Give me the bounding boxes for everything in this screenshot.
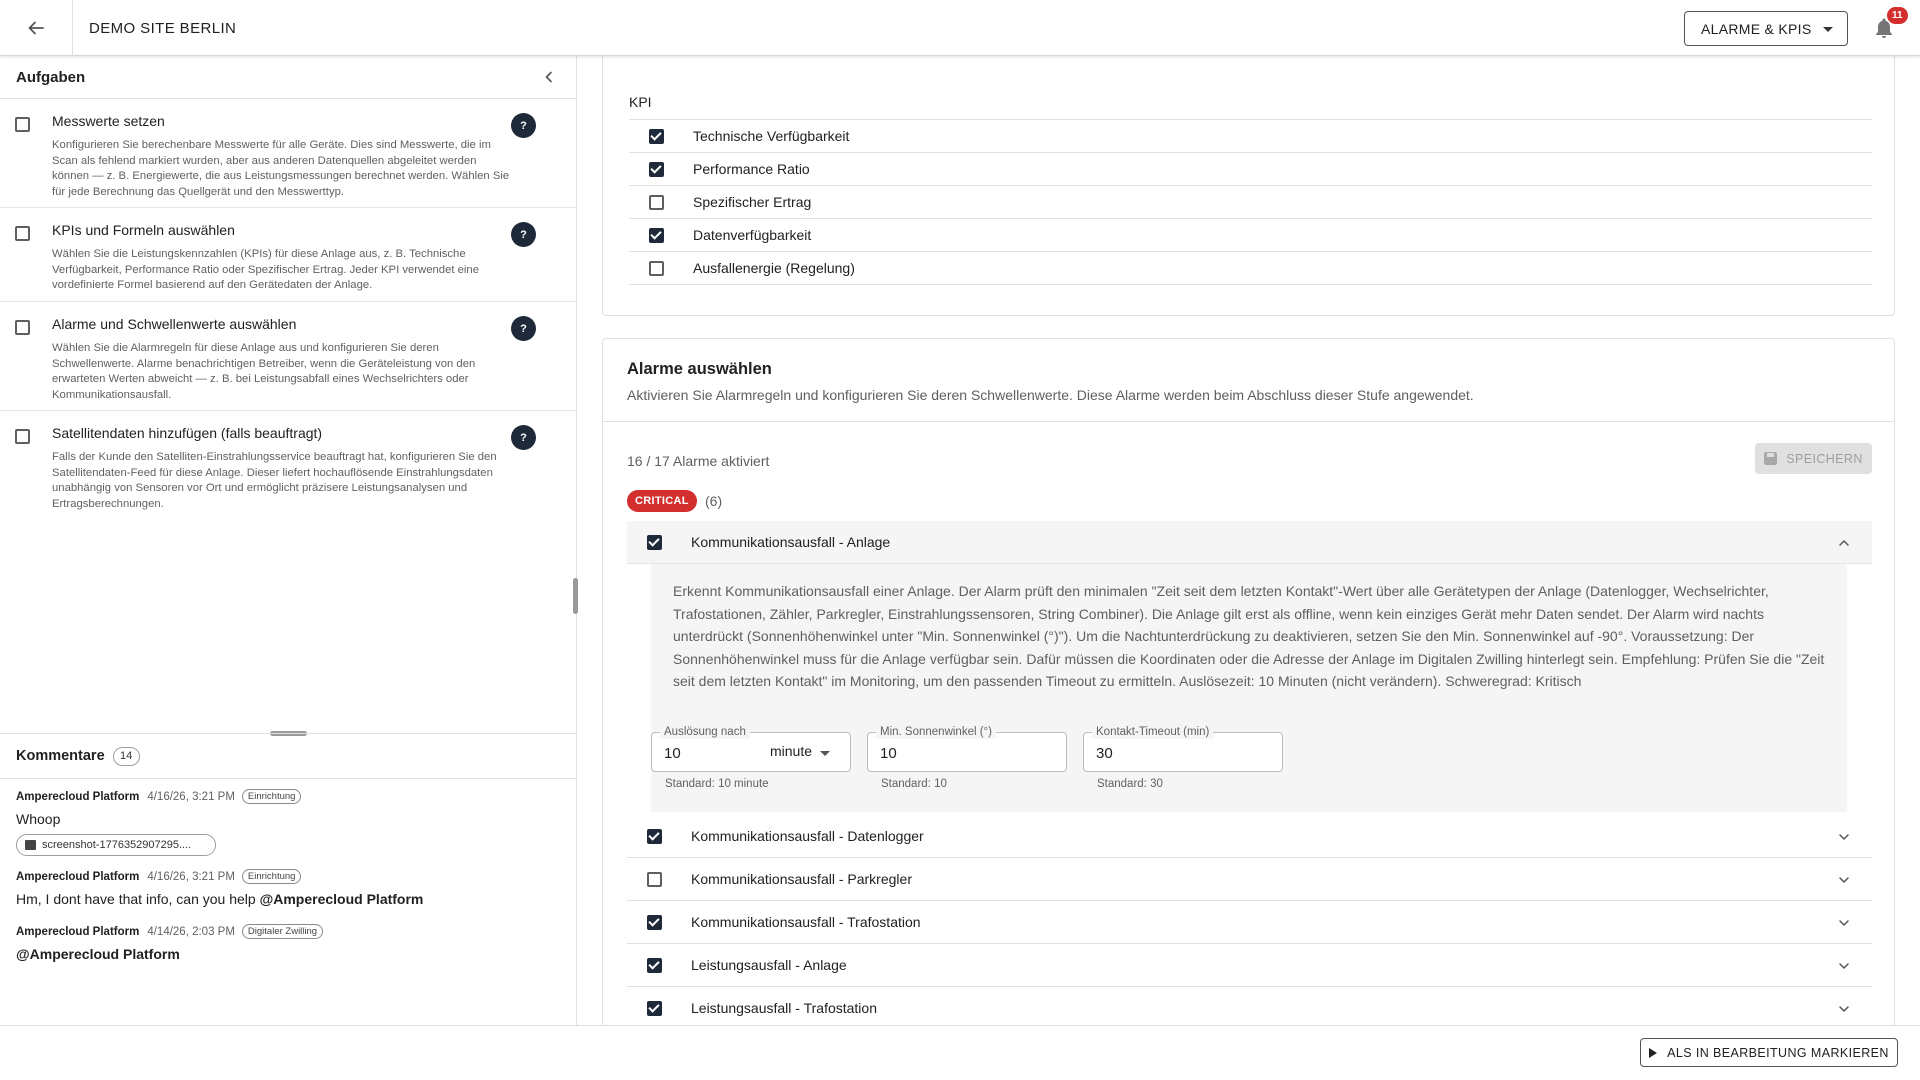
comments-count-badge: 14: [113, 747, 140, 766]
alarm-checkbox[interactable]: [647, 915, 662, 930]
caret-down-icon[interactable]: [820, 751, 830, 756]
kpi-row[interactable]: [629, 219, 1872, 252]
help-icon[interactable]: ?: [511, 222, 536, 247]
comment-tag: Einrichtung: [242, 869, 302, 884]
divider: [603, 421, 1894, 422]
kpi-card: [602, 56, 1895, 316]
alarm-checkbox[interactable]: [647, 535, 662, 550]
comment-tag: Digitaler Zwilling: [242, 924, 323, 939]
kpi-row[interactable]: [629, 252, 1872, 285]
comment-text: [16, 891, 423, 907]
alarm-name: Kommunikationsausfall - Parkregler: [691, 871, 912, 887]
site-title: DEMO SITE BERLIN: [89, 20, 237, 37]
severity-count: (6): [705, 493, 723, 509]
kpi-name: Performance Ratio: [693, 161, 810, 177]
field-label: Min. Sonnenwinkel (°): [876, 725, 996, 739]
alarms-activated-count: 16 / 17 Alarme aktiviert: [627, 453, 770, 469]
kpi-checkbox[interactable]: [649, 129, 664, 144]
task-item: [0, 411, 576, 516]
comment-time: 4/16/26, 3:21 PM: [147, 790, 235, 803]
alarm-row[interactable]: [627, 858, 1872, 901]
alarm-name: Kommunikationsausfall - Datenlogger: [691, 828, 924, 844]
field-label: Auslösung nach: [660, 725, 750, 739]
severity-badge: CRITICAL: [627, 490, 697, 512]
help-icon[interactable]: ?: [511, 113, 536, 138]
save-button[interactable]: [1755, 443, 1872, 474]
notification-badge: 11: [1887, 7, 1908, 24]
back-button[interactable]: [0, 0, 73, 56]
alarm-row[interactable]: [627, 944, 1872, 987]
alarm-checkbox[interactable]: [647, 958, 662, 973]
comments-header: [0, 733, 576, 779]
comment-text: Whoop: [16, 811, 61, 827]
alarm-row[interactable]: [627, 901, 1872, 944]
kpi-name: Ausfallenergie (Regelung): [693, 260, 855, 276]
attachment-chip[interactable]: [16, 834, 216, 856]
field-label: Kontakt-Timeout (min): [1092, 725, 1213, 739]
task-item: [0, 302, 576, 411]
kpi-row[interactable]: [629, 120, 1872, 153]
alarm-row[interactable]: [627, 987, 1872, 1025]
alarm-checkbox[interactable]: [647, 872, 662, 887]
alarm-checkbox[interactable]: [647, 1001, 662, 1016]
task-title: Satellitendaten hinzufügen (falls beauftragt): [52, 425, 323, 441]
save-button-label: SPEICHERN: [1786, 451, 1863, 466]
mark-in-progress-button[interactable]: [1640, 1038, 1898, 1067]
attachment-name: screenshot-1776352907295....: [42, 839, 192, 851]
alarm-section-subtitle: Aktivieren Sie Alarmregeln und konfigurieren Sie deren Schwellenwerte. Diese Alarme werden beim Abschluss dieser Stufe angewendet.: [627, 387, 1474, 403]
kpi-checkbox[interactable]: [649, 261, 664, 276]
alarm-name: Leistungsausfall - Trafostation: [691, 1000, 877, 1016]
comment-mention[interactable]: @Amperecloud Platform: [259, 891, 424, 907]
field-value: 30: [1096, 745, 1113, 762]
task-title: KPIs und Formeln auswählen: [52, 222, 235, 238]
image-icon: [25, 840, 36, 850]
field-value: 10: [664, 745, 681, 762]
alarm-section-title: Alarme auswählen: [627, 360, 772, 378]
min-sun-angle-field[interactable]: [867, 726, 1067, 772]
task-title: Alarme und Schwellenwerte auswählen: [52, 316, 297, 332]
kpi-name: Spezifischer Ertrag: [693, 194, 812, 210]
comment-body: Hm, I dont have that info, can you help: [16, 891, 260, 907]
comment-author: Amperecloud Platform: [16, 790, 140, 803]
chevron-left-icon[interactable]: [541, 69, 557, 85]
kpi-column-header: KPI: [629, 94, 652, 110]
tasks-header: [0, 56, 576, 99]
kpi-row[interactable]: [629, 153, 1872, 186]
task-checkbox[interactable]: [15, 429, 30, 444]
play-icon: [1649, 1048, 1657, 1058]
unit-select[interactable]: minute: [770, 743, 813, 759]
task-item: [0, 208, 576, 302]
alarm-card: [602, 338, 1895, 1025]
task-item: [0, 99, 576, 208]
alarm-row-expanded[interactable]: [627, 521, 1872, 564]
kpi-name: Datenverfügbarkeit: [693, 227, 812, 243]
comment-item: [16, 924, 323, 962]
field-helper-text: Standard: 10 minute: [665, 778, 769, 790]
kpi-row[interactable]: [629, 186, 1872, 219]
kpi-checkbox[interactable]: [649, 162, 664, 177]
kpi-name: Technische Verfügbarkeit: [693, 128, 850, 144]
comment-time: 4/14/26, 2:03 PM: [147, 925, 235, 938]
field-helper-text: Standard: 30: [1097, 778, 1163, 790]
chevron-down-icon[interactable]: [1838, 874, 1850, 886]
chevron-down-icon[interactable]: [1838, 831, 1850, 843]
comment-mention[interactable]: @Amperecloud Platform: [16, 946, 180, 962]
main-content: [578, 56, 1920, 1025]
footer-bar: [0, 1025, 1920, 1080]
alarm-name: Kommunikationsausfall - Trafostation: [691, 914, 921, 930]
task-checkbox[interactable]: [15, 117, 30, 132]
chevron-down-icon[interactable]: [1838, 917, 1850, 929]
tasks-panel: [0, 56, 577, 1025]
task-checkbox[interactable]: [15, 226, 30, 241]
caret-down-icon: [1823, 27, 1833, 32]
chevron-down-icon[interactable]: [1838, 1003, 1850, 1015]
comment-item: [16, 789, 301, 856]
comment-author: Amperecloud Platform: [16, 870, 140, 883]
save-icon: [1764, 452, 1777, 465]
app-header: [0, 0, 1920, 56]
alarm-detail-panel: [651, 564, 1847, 812]
comments-title: Kommentare: [16, 748, 105, 764]
chevron-down-icon[interactable]: [1838, 960, 1850, 972]
chevron-up-icon[interactable]: [1838, 537, 1850, 549]
alarm-checkbox[interactable]: [647, 829, 662, 844]
task-description: Falls der Kunde den Satelliten-Einstrahlungsservice beauftragt hat, konfigurieren Sie den Satellitendaten-Feed für diese Anlage. Dieser liefert hochauflösende Einstrahlungsdaten unabhängig von Sensoren vor Ort und ermöglicht präzisere Leistungsanalysen und Ertragsberechnungen.: [52, 451, 497, 510]
task-description: Wählen Sie die Leistungskennzahlen (KPIs) für diese Anlage aus, z. B. Technische Verfügbarkeit, Performance Ratio oder Spezifischer Ertrag. Jeder KPI verwendet eine vordefinierte Formel basierend auf den Gerätedaten der Anlage.: [52, 248, 479, 291]
alarm-description: Erkennt Kommunikationsausfall einer Anlage. Der Alarm prüft den minimalen "Zeit seit dem letzten Kontakt"-Wert über alle Gerätetypen der Anlage (Datenlogger, Wechselrichter, Trafostationen, Zähler, Parkregler, Einstrahlungssensoren, String Combiner). Die Anlage gilt erst als offline, wenn kein einziges Gerät mehr Daten sendet. Der Alarm wird nachts unterdrückt (Sonnenhöhenwinkel unter "Min. Sonnenwinkel (°)"). Um die Nachtunterdrückung zu deaktivieren, setzen Sie den Min. Sonnenwinkel auf -90°. Voraussetzung: Der Sonnenhöhenwinkel muss für die Anlage verfügbar sein. Dafür müssen die Koordinaten oder die Adresse der Anlage im Digitalen Zwilling hinterlegt sein. Empfehlung: Prüfen Sie die "Zeit seit dem letzten Kontakt" im Monitoring, um den passenden Timeout zu ermitteln. Auslösezeit: 10 Minuten (nicht verändern). Schweregrad: Kritisch: [673, 583, 1825, 689]
trigger-after-field[interactable]: [651, 726, 851, 772]
alarm-row[interactable]: [627, 815, 1872, 858]
field-helper-text: Standard: 10: [881, 778, 947, 790]
comment-time: 4/16/26, 3:21 PM: [147, 870, 235, 883]
comment-tag: Einrichtung: [242, 789, 302, 804]
arrow-left-icon: [27, 19, 45, 37]
alarm-name: Leistungsausfall - Anlage: [691, 957, 847, 973]
comment-item: [16, 869, 423, 907]
comment-author: Amperecloud Platform: [16, 925, 140, 938]
help-icon[interactable]: ?: [511, 316, 536, 341]
task-title: Messwerte setzen: [52, 113, 165, 129]
contact-timeout-field[interactable]: [1083, 726, 1283, 772]
help-icon[interactable]: ?: [511, 425, 536, 450]
tasks-title: Aufgaben: [16, 68, 86, 86]
task-description: Wählen Sie die Alarmregeln für diese Anlage aus und konfigurieren Sie deren Schwellenwerte. Alarme benachrichtigen Betreiber, wenn die Geräteleistung von den erwarteten Werten abweicht — z. B. bei Leistungsabfall eines Wechselrichters oder Kommunikationsausfall.: [52, 342, 476, 401]
alarm-name: Kommunikationsausfall - Anlage: [691, 534, 891, 550]
kpi-checkbox[interactable]: [649, 228, 664, 243]
mark-button-label: ALS IN BEARBEITUNG MARKIEREN: [1667, 1045, 1889, 1060]
view-select-dropdown[interactable]: [1684, 11, 1848, 46]
task-checkbox[interactable]: [15, 320, 30, 335]
field-value: 10: [880, 745, 897, 762]
view-select-label: ALARME & KPIS: [1701, 20, 1812, 37]
comment-text: [16, 946, 323, 962]
task-description: Konfigurieren Sie berechenbare Messwerte für alle Geräte. Dies sind Messwerte, die im Scan als fehlend markiert wurden, aber aus anderen Datenquellen abgeleitet werden können — z. B. Energiewerte, die aus Leistungsmessungen berechnet werden. Wählen Sie für jede Berechnung das Quellgerät und den Messwerttyp.: [52, 139, 510, 198]
kpi-checkbox[interactable]: [649, 195, 664, 210]
